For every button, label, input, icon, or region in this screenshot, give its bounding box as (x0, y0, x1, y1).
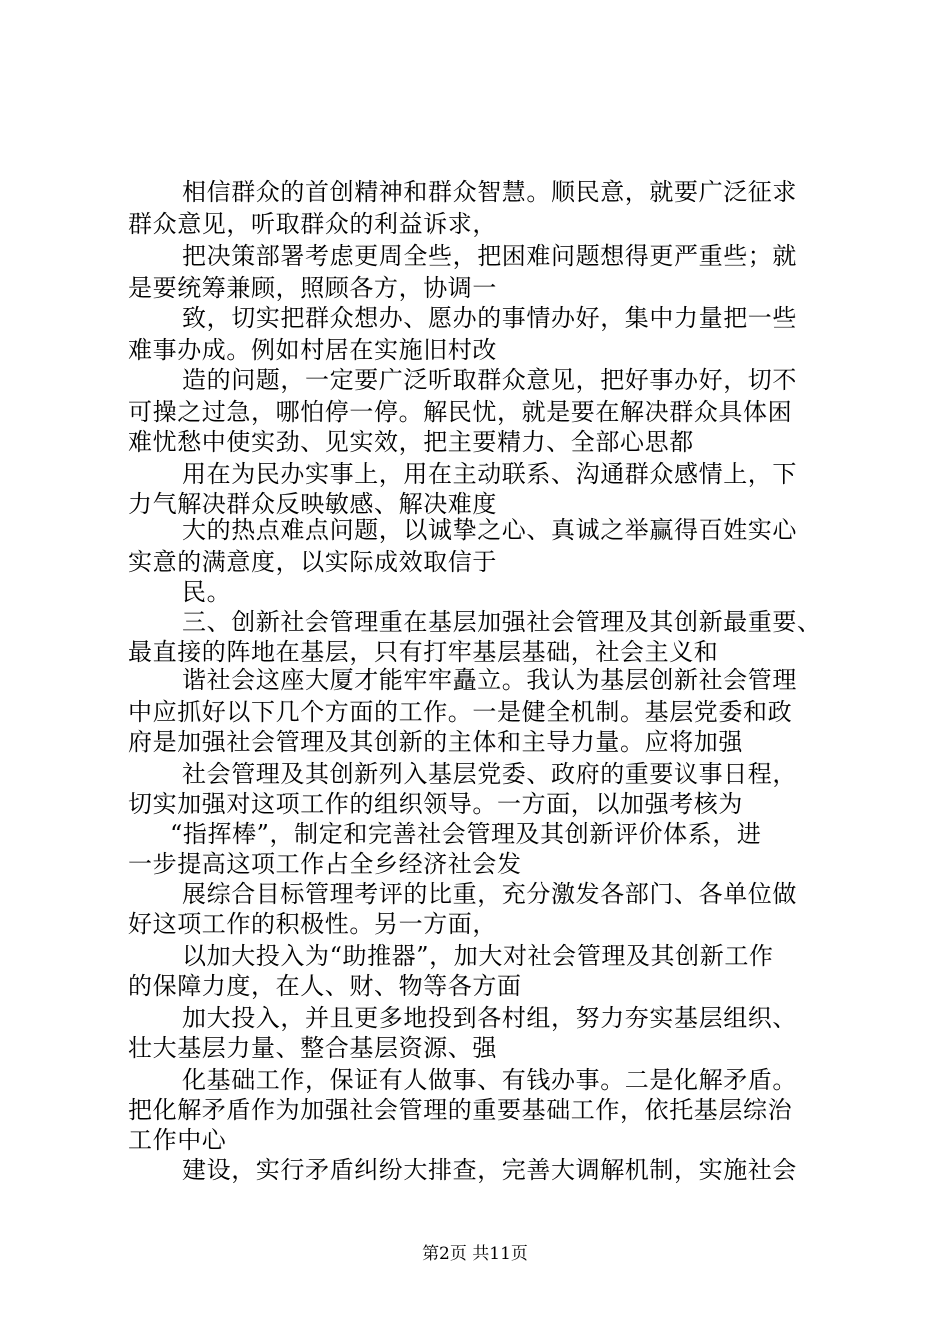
text-line: 工作中心 (128, 1126, 227, 1154)
text-line: 是要统筹兼顾，照顾各方，协调一 (128, 274, 497, 302)
text-line: “指挥棒”，制定和完善社会管理及其创新评价体系，进 (170, 820, 762, 848)
text-line: 难事办成。例如村居在实施旧村改 (128, 336, 497, 364)
text-line: 的保障力度，在人、财、物等各方面 (128, 972, 522, 1000)
text-line: 用在为民办实事上，用在主动联系、沟通群众感情上，下 (182, 460, 797, 488)
text-line: 相信群众的首创精神和群众智慧。顺民意，就要广泛征求 (182, 178, 797, 206)
text-line: 民。 (182, 578, 232, 606)
text-line: 最直接的阵地在基层，只有打牢基层基础，社会主义和 (128, 638, 719, 666)
text-line: 一步提高这项工作占全乡经济社会发 (128, 850, 522, 878)
text-line: 中应抓好以下几个方面的工作。一是健全机制。基层党委和政 (128, 698, 793, 726)
text-line: 社会管理及其创新列入基层党委、政府的重要议事日程， (182, 760, 797, 788)
text-line: 把决策部署考虑更周全些，把困难问题想得更严重些；就 (182, 242, 797, 270)
text-line: 切实加强对这项工作的组织领导。一方面，以加强考核为 (128, 790, 743, 818)
text-line: 化基础工作，保证有人做事、有钱办事。二是化解矛盾。 (182, 1066, 797, 1094)
text-line: 把化解矛盾作为加强社会管理的重要基础工作，依托基层综治 (128, 1096, 793, 1124)
text-line: 造的问题，一定要广泛听取群众意见，把好事办好，切不 (182, 366, 797, 394)
text-line: 加大投入，并且更多地投到各村组，努力夯实基层组织、 (182, 1004, 797, 1032)
text-line: 难忧愁中使实劲、见实效，把主要精力、全部心思都 (128, 428, 694, 456)
text-line: 府是加强社会管理及其创新的主体和主导力量。应将加强 (128, 728, 743, 756)
text-line: 可操之过急，哪怕停一停。解民忧，就是要在解决群众具体困 (128, 398, 793, 426)
text-line: 三、创新社会管理重在基层加强社会管理及其创新最重要、 (182, 608, 822, 636)
text-line: 谐社会这座大厦才能牢牢矗立。我认为基层创新社会管理 (182, 666, 797, 694)
text-line: 壮大基层力量、整合基层资源、强 (128, 1034, 497, 1062)
text-line: 致，切实把群众想办、愿办的事情办好，集中力量把一些 (182, 304, 797, 332)
text-line: 好这项工作的积极性。另一方面， (128, 910, 497, 938)
text-line: 建设，实行矛盾纠纷大排查，完善大调解机制，实施社会 (182, 1156, 797, 1184)
text-line: 展综合目标管理考评的比重，充分激发各部门、各单位做 (182, 880, 797, 908)
text-line: 大的热点难点问题，以诚挚之心、真诚之举赢得百姓实心 (182, 516, 797, 544)
text-line: 力气解决群众反映敏感、解决难度 (128, 490, 497, 518)
page-number-footer: 第2页 共11页 (422, 1244, 528, 1264)
text-line: 以加大投入为“助推器”，加大对社会管理及其创新工作 (182, 942, 774, 970)
text-line: 实意的满意度，以实际成效取信于 (128, 548, 497, 576)
text-line: 群众意见，听取群众的利益诉求， (128, 210, 497, 238)
